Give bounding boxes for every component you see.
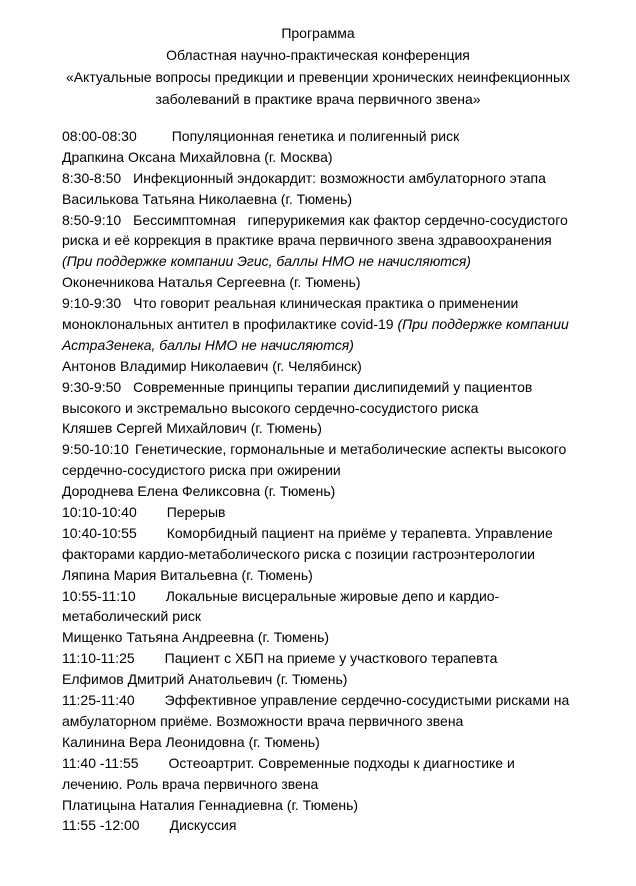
speaker: Платицына Наталия Геннадиевна (г. Тюмень) <box>62 796 359 813</box>
time-slot: 9:10-9:30 <box>62 295 122 312</box>
conference-title-line-2: заболеваний в практике врача первичного звена» <box>155 91 481 107</box>
program-heading: Программа <box>281 25 355 41</box>
talk-title-continuation: факторами кардио-метаболического риска с позиции гастроэнтерологии <box>62 545 535 562</box>
talk-title: Перерыв <box>166 504 226 521</box>
speaker: Василькова Татьяна Николаевна (г. Тюмень) <box>62 190 353 207</box>
schedule-item-title <box>62 586 622 607</box>
time-slot: 11:10-11:25 <box>62 650 135 667</box>
talk-title-continuation: амбулаторном приёме. Возможности врача первичного звена <box>62 712 464 729</box>
time-slot: 8:50-9:10 <box>62 211 122 228</box>
program-schedule <box>62 126 622 836</box>
speaker: Драпкина Оксана Михайловна (г. Москва) <box>62 148 333 165</box>
time-slot: 11:55 -12:00 <box>62 817 140 834</box>
talk-title-continuation: метаболический риск <box>62 608 201 625</box>
talk-title-part: моноклональных антител в профилактике covid-19 <box>62 316 394 333</box>
schedule-item-title <box>62 168 622 189</box>
speaker: Оконечникова Наталья Сергеевна (г. Тюмень) <box>62 274 361 291</box>
time-slot: 11:25-11:40 <box>62 692 135 709</box>
speaker: Ляпина Мария Витальевна (г. Тюмень) <box>62 566 313 583</box>
time-slot: 11:40 -11:55 <box>62 754 139 771</box>
schedule-item-title <box>62 753 622 774</box>
time-slot: 10:40-10:55 <box>62 524 137 541</box>
speaker: Дороднева Елена Феликсовна (г. Тюмень) <box>62 483 336 500</box>
speaker: Антонов Владимир Николаевич (г. Челябинск) <box>62 357 362 374</box>
schedule-item-title <box>62 523 622 544</box>
speaker: Елфимов Дмитрий Анатольевич (г. Тюмень) <box>62 671 348 688</box>
sponsor-note-continuation: АстраЗенека, баллы НМО не начисляются) <box>62 336 354 353</box>
document-header <box>0 22 636 110</box>
talk-title-continuation: риска и её коррекция в практике врача первичного звена здравоохранения <box>62 232 552 249</box>
talk-title: Что говорит реальная клиническая практика о применении <box>133 295 519 312</box>
time-slot: 9:50-10:10 <box>62 441 129 458</box>
talk-title-continuation: сердечно-сосудистого риска при ожирении <box>62 462 341 479</box>
speaker: Калинина Вера Леонидовна (г. Тюмень) <box>62 733 320 750</box>
sponsor-note: (При поддержке компании Эгис, баллы НМО не начисляются) <box>62 253 471 270</box>
schedule-item-title <box>62 648 622 669</box>
time-slot: 10:55-11:10 <box>62 587 136 604</box>
schedule-item-title <box>62 126 622 147</box>
talk-title: Генетические, гормональные и метаболические аспекты высокого <box>134 441 567 458</box>
time-slot: 9:30-9:50 <box>62 378 122 395</box>
talk-title: Эффективное управление сердечно-сосудистыми рисками на <box>164 692 570 709</box>
schedule-item-title <box>62 502 622 523</box>
time-slot: 08:00-08:30 <box>62 128 137 144</box>
talk-title-continuation: лечению. Роль врача первичного звена <box>62 775 319 792</box>
talk-title: Остеоартрит. Современные подходы к диагностике и <box>168 754 515 771</box>
conference-title-line-1: «Актуальные вопросы предикции и превенции хронических неинфекционных <box>65 69 571 85</box>
speaker: Кляшев Сергей Михайлович (г. Тюмень) <box>62 420 322 437</box>
conference-name: Областная научно-практическая конференция <box>166 47 470 63</box>
time-slot: 10:10-10:40 <box>62 504 137 521</box>
sponsor-note: (При поддержке компании <box>397 316 569 333</box>
talk-title-continuation <box>62 314 622 335</box>
talk-title: Инфекционный эндокардит: возможности амбулаторного этапа <box>133 169 546 186</box>
schedule-item-title <box>62 439 622 460</box>
talk-title: Дискуссия <box>169 817 237 834</box>
talk-title: Популяционная генетика и полигенный риск <box>171 128 460 144</box>
talk-title-continuation: высокого и экстремально высокого сердечно-сосудистого риска <box>62 399 479 416</box>
talk-title: Бессимптомная гиперурикемия как фактор сердечно-сосудистого <box>133 211 568 228</box>
talk-title: Коморбидный пациент на приёме у терапевта. Управление <box>166 524 553 541</box>
schedule-item-title <box>62 690 622 711</box>
schedule-item-title <box>62 377 622 398</box>
speaker: Мищенко Татьяна Андреевна (г. Тюмень) <box>62 629 330 646</box>
schedule-item-title <box>62 293 622 314</box>
talk-title: Локальные висцеральные жировые депо и кардио- <box>165 587 500 604</box>
talk-title: Пациент с ХБП на приеме у участкового терапевта <box>164 650 498 667</box>
time-slot: 8:30-8:50 <box>62 169 122 186</box>
schedule-item-title <box>62 815 622 836</box>
talk-title: Современные принципы терапии дислипидемий у пациентов <box>133 378 533 395</box>
schedule-item-title <box>62 210 622 231</box>
